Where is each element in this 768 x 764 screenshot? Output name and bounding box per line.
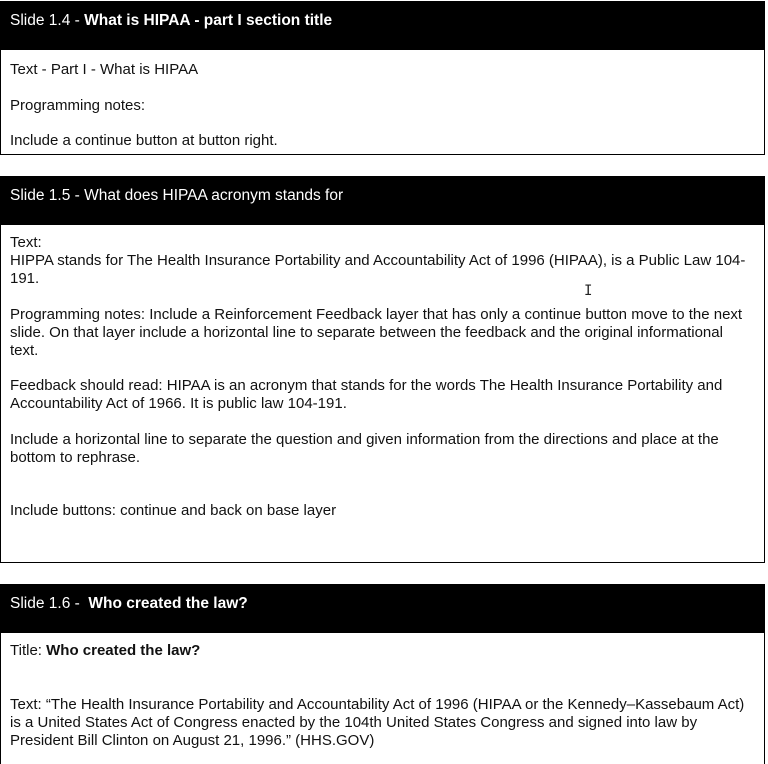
horizontal-line-note: Include a horizontal line to separate the question and given information from the directions and place at the bottom to rephrase.: [10, 431, 719, 466]
programming-notes: Programming notes: Include a Reinforcement Feedback layer that has only a continue button move to the next slide. On that layer include a horizontal line to separate between the feedback and the original informational text.: [10, 306, 743, 359]
title-line: [10, 642, 755, 660]
include-note: Include a continue button at button right.: [10, 132, 278, 149]
slide-title: Who created the law?: [88, 595, 248, 612]
title-label: Title:: [10, 642, 47, 659]
slide-title: What is HIPAA - part I section title: [84, 12, 333, 29]
slide-header: [1, 2, 764, 50]
slide-number: Slide 1.6 -: [10, 595, 89, 612]
slide-header: [1, 177, 764, 225]
slide-body: [1, 61, 764, 150]
slide-1-6: [0, 584, 765, 764]
buttons-note: Include buttons: continue and back on base layer: [10, 502, 337, 519]
text-label: Text:: [10, 234, 42, 251]
slide-number: Slide 1.4 -: [10, 12, 85, 29]
programming-notes: Programming notes:: [10, 97, 146, 114]
slide-body: [1, 642, 764, 750]
text-body: Text: “The Health Insurance Portability and Accountability Act of 1996 (HIPAA or the Kennedy–Kassebaum Act) is a United States Act of Congress enacted by the 104th United States Congress and signed into law by President Bill Clinton on August 21, 1996.” (HHS.GOV): [10, 696, 745, 749]
slide-body: [1, 234, 764, 520]
text-body: HIPPA stands for The Health Insurance Portability and Accountability Act of 1996 (HIPAA), is a Public Law 104-191.: [10, 252, 746, 287]
feedback-note: Feedback should read: HIPAA is an acronym that stands for the words The Health Insurance Portability and Accountability Act of 1966. It is public law 104-191.: [10, 377, 723, 412]
slide-1-4: [0, 1, 765, 155]
text-line: Text - Part I - What is HIPAA: [10, 61, 199, 78]
title-value: Who created the law?: [46, 642, 201, 659]
slide-header: [1, 585, 764, 633]
text-cursor-icon: I: [584, 283, 593, 299]
slide-1-5: [0, 176, 765, 563]
slide-title: Slide 1.5 - What does HIPAA acronym stands for: [10, 187, 344, 204]
